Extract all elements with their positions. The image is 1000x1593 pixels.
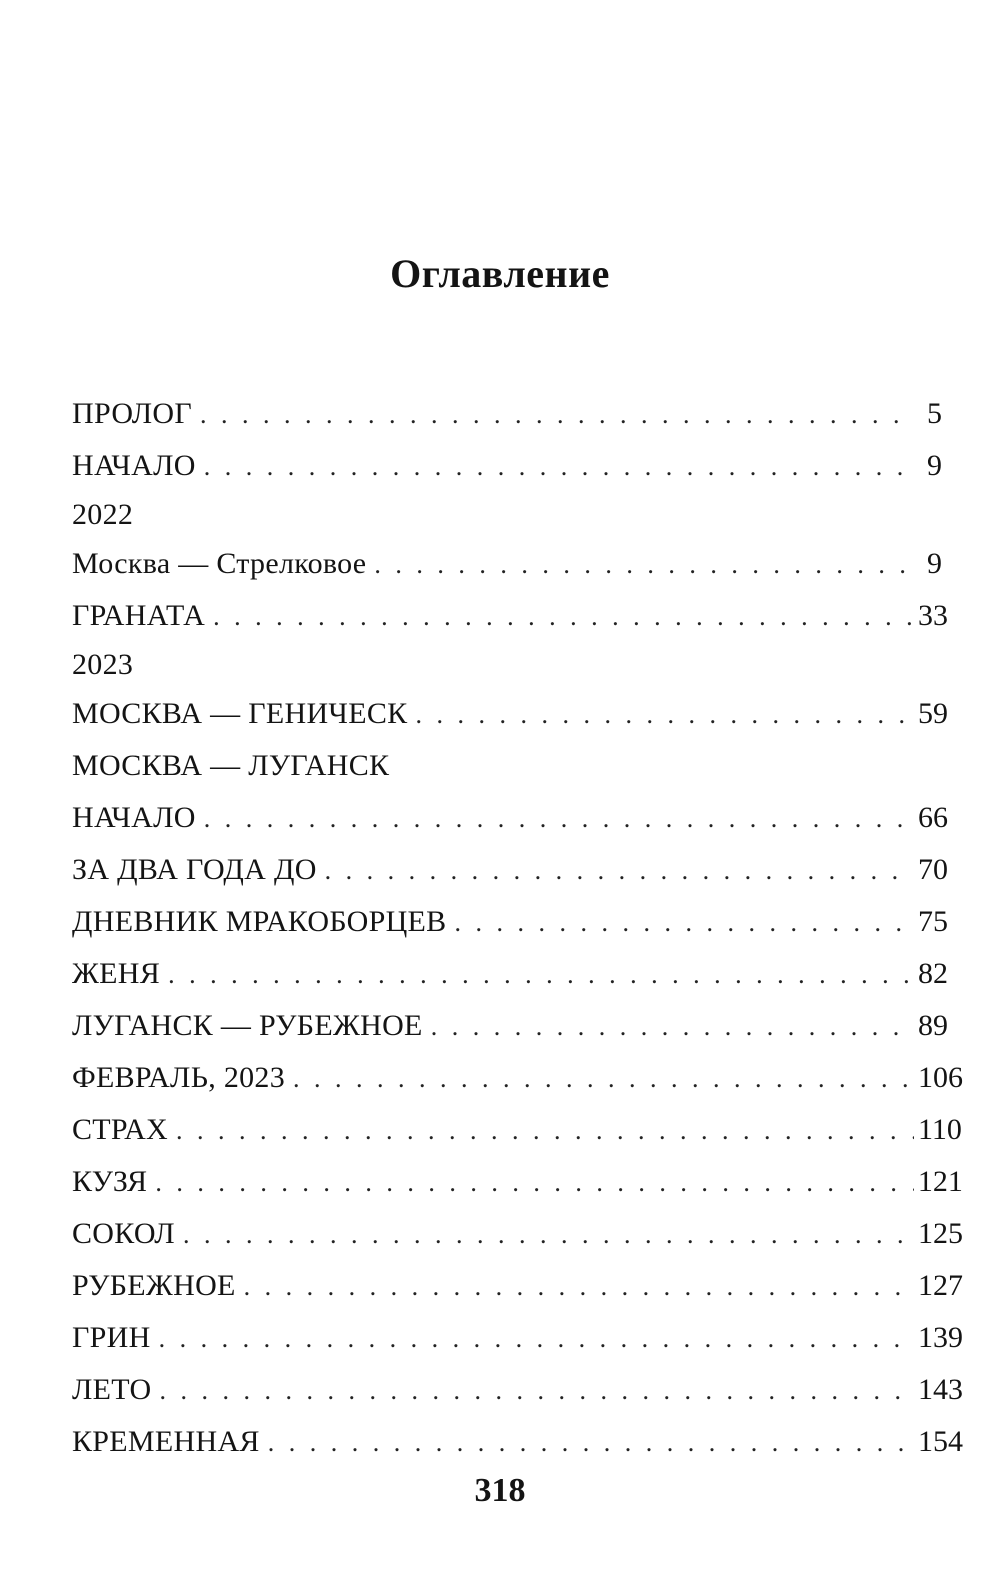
toc-entry-label: СОКОЛ (72, 1217, 175, 1250)
toc-entry-label: КРЕМЕННАЯ (72, 1425, 260, 1458)
toc-entry-prolog[interactable] (72, 388, 942, 440)
toc-entry-page: 75 (918, 905, 948, 938)
toc-entry-label: РУБЕЖНОЕ (72, 1269, 236, 1302)
toc-entry-label: Москва — Стрелковое (72, 547, 367, 580)
toc-entry-page: 59 (918, 697, 948, 730)
toc-entry-page: 143 (918, 1373, 963, 1406)
toc-entry-page: 106 (918, 1061, 963, 1094)
dot-leader (293, 1053, 914, 1105)
toc-entry-kremennaya[interactable] (72, 1416, 963, 1468)
toc-entry-page: 33 (918, 599, 948, 632)
page-title: Оглавление (390, 251, 610, 296)
dot-leader (244, 1261, 914, 1313)
toc-entry-moskva-strelkovoe[interactable] (72, 538, 942, 590)
toc-entry-label: МОСКВА — ГЕНИЧЕСК (72, 697, 408, 730)
toc-entry-nachalo-2[interactable] (72, 792, 948, 844)
toc-entry-nachalo[interactable] (72, 440, 942, 492)
dot-leader (268, 1417, 914, 1469)
toc-entry-label: НАЧАЛО (72, 449, 196, 482)
toc-entry-page: 127 (918, 1269, 963, 1302)
toc-entry-fevral-2023[interactable] (72, 1052, 963, 1104)
toc-entry-zhenya[interactable] (72, 948, 948, 1000)
dot-leader (183, 1209, 914, 1261)
toc-entry-label: НАЧАЛО (72, 801, 196, 834)
toc-entry-label: ПРОЛОГ (72, 397, 193, 430)
toc-entry-lugansk-rubezhnoe[interactable] (72, 1000, 948, 1052)
dot-leader (159, 1313, 914, 1365)
toc-entry-granata[interactable] (72, 590, 948, 642)
toc-entry-label: ЖЕНЯ (72, 957, 161, 990)
toc-year-label: 2023 (72, 648, 134, 681)
page-number: 318 (474, 1472, 526, 1509)
toc-entry-label: ЛУГАНСК — РУБЕЖНОЕ (72, 1009, 423, 1042)
toc-entry-page: 121 (917, 1165, 963, 1198)
dot-leader (155, 1157, 914, 1209)
toc-entry-page: 89 (918, 1009, 948, 1042)
toc-entry-dnevnik-mrakobortsev[interactable] (72, 896, 948, 948)
dot-leader (374, 539, 914, 591)
toc-entry-page: 66 (918, 801, 948, 834)
toc-entry-page: 110 (918, 1113, 962, 1146)
toc-year-label: 2022 (72, 498, 134, 531)
toc-entry-moskva-genichesk[interactable] (72, 688, 948, 740)
dot-leader (455, 897, 915, 949)
dot-leader (168, 949, 914, 1001)
toc-entry-label: КУЗЯ (72, 1165, 148, 1198)
dot-leader (431, 1001, 914, 1053)
dot-leader (204, 441, 914, 493)
toc-entry-leto[interactable] (72, 1364, 963, 1416)
toc-entry-page: 154 (918, 1425, 963, 1458)
toc-year-heading (72, 642, 942, 688)
toc-entry-grin[interactable] (72, 1312, 963, 1364)
toc-entry-label: ФЕВРАЛЬ, 2023 (72, 1061, 286, 1094)
toc-entry-strakh[interactable] (72, 1104, 962, 1156)
toc-entry-rubezhnoe[interactable] (72, 1260, 963, 1312)
toc-entry-label: ЗА ДВА ГОДА ДО (72, 853, 317, 886)
dot-leader (415, 689, 914, 741)
toc-entry-za-dva-goda-do[interactable] (72, 844, 948, 896)
toc-entry-page: 70 (918, 853, 948, 886)
dot-leader (204, 793, 914, 845)
toc-entry-sokol[interactable] (72, 1208, 963, 1260)
dot-leader (200, 389, 914, 441)
toc-year-heading (72, 492, 942, 538)
toc-entry-label: СТРАХ (72, 1113, 169, 1146)
dot-leader (159, 1365, 914, 1417)
toc-entry-page: 5 (927, 397, 942, 430)
toc-entry-label: ДНЕВНИК МРАКОБОРЦЕВ (72, 905, 447, 938)
table-of-contents (72, 388, 963, 1468)
toc-entry-page: 82 (918, 957, 948, 990)
dot-leader (176, 1105, 914, 1157)
toc-entry-page: 9 (927, 449, 942, 482)
toc-entry-label: ЛЕТО (72, 1373, 152, 1406)
toc-entry-label: ГРИН (72, 1321, 151, 1354)
toc-entry-page: 139 (918, 1321, 963, 1354)
toc-entry-page: 125 (918, 1217, 963, 1250)
toc-entry-page: 9 (927, 547, 942, 580)
toc-entry-label: ГРАНАТА (72, 599, 206, 632)
dot-leader (325, 845, 914, 897)
toc-entry-kuzya[interactable] (72, 1156, 963, 1208)
toc-section-label: МОСКВА — ЛУГАНСК (72, 749, 390, 782)
toc-section-heading (72, 740, 942, 792)
dot-leader (213, 591, 914, 643)
